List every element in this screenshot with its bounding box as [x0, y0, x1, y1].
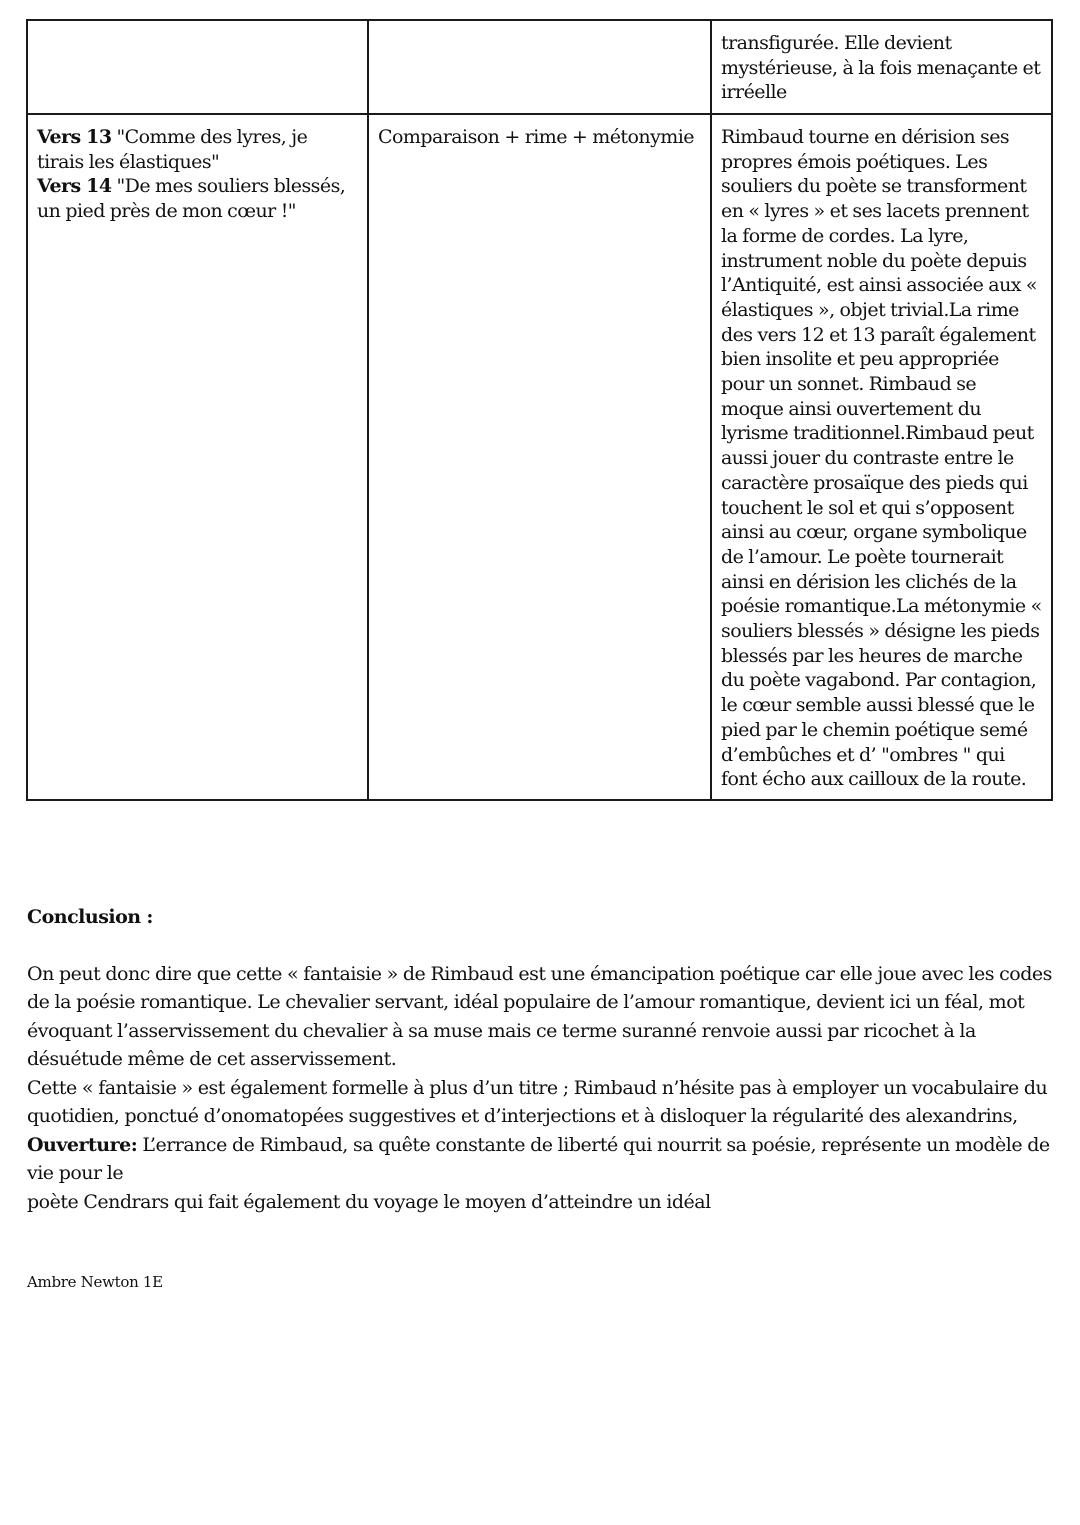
verse-cell [27, 114, 368, 800]
ouverture-continuation: poète Cendrars qui fait également du voyage le moyen d’atteindre un idéal [27, 1190, 711, 1213]
verse-14-text: "De mes souliers blessés, un pied près de mon cœur !" [37, 175, 346, 223]
ouverture-text-1: L’errance de Rimbaud, sa quête constante de liberté qui nourrit sa poésie, représente un modèle de vie pour le [27, 1133, 1050, 1184]
ouverture-paragraph [27, 1131, 1057, 1188]
verse-13-label: Vers 13 [37, 126, 112, 148]
device-cell [368, 20, 711, 114]
verse-14-label: Vers 14 [37, 175, 112, 198]
verse-13-text: "Comme des lyres, je tirais les élastiques" [37, 126, 308, 173]
table-row [27, 114, 1052, 800]
analysis-cell: Rimbaud tourne en dérision ses propres émois poétiques. Les souliers du poète se transforment en « lyres » et ses lacets prennent la forme de cordes. La lyre, instrument noble du poète depuis l’Antiquité, est ainsi associée aux « élastiques », objet trivial.La rime des vers 12 et 13 paraît également bien insolite et peu appropriée pour un sonnet. Rimbaud se moque ainsi ouvertement du lyrisme traditionnel.Rimbaud peut aussi jouer du contraste entre le caractère prosaïque des pieds qui touchent le sol et qui s’opposent ainsi au cœur, organe symbolique de l’amour. Le poète tournerait ainsi en dérision les clichés de la poésie romantique.La métonymie « souliers blessés » désigne les pieds blessés par les heures de marche du poète vagabond. Par contagion, le cœur semble aussi blessé que le pied par le chemin poétique semé d’embûches et d’ "ombres " qui font écho aux cailloux de la route. [711, 114, 1052, 800]
ouverture-label: Ouverture: [27, 1133, 138, 1156]
verse-cell [27, 20, 368, 114]
conclusion-heading: Conclusion : [27, 906, 153, 928]
author-signature: Ambre Newton 1E [27, 1273, 163, 1291]
device-cell: Comparaison + rime + métonymie [368, 114, 711, 800]
conclusion-section [27, 903, 1057, 1216]
conclusion-paragraph-1: On peut donc dire que cette « fantaisie » de Rimbaud est une émancipation poétique car elle joue avec les codes de la poésie romantique. Le chevalier servant, idéal populaire de l’amour romantique, devient ici un féal, mot évoquant l’asservissement du chevalier à sa muse mais ce terme suranné renvoie aussi par ricochet à la désuétude même de cet asservissement. [27, 962, 1052, 1070]
table-row [27, 20, 1052, 114]
analysis-table [26, 19, 1053, 801]
analysis-cell: transfigurée. Elle devient mystérieuse, à la fois menaçante et irréelle [711, 20, 1052, 114]
conclusion-paragraph-2: Cette « fantaisie » est également formelle à plus d’un titre ; Rimbaud n’hésite pas à employer un vocabulaire du quotidien, ponctué d’onomatopées suggestives et d’interjections et à disloquer la régularité des alexandrins, [27, 1076, 1048, 1127]
